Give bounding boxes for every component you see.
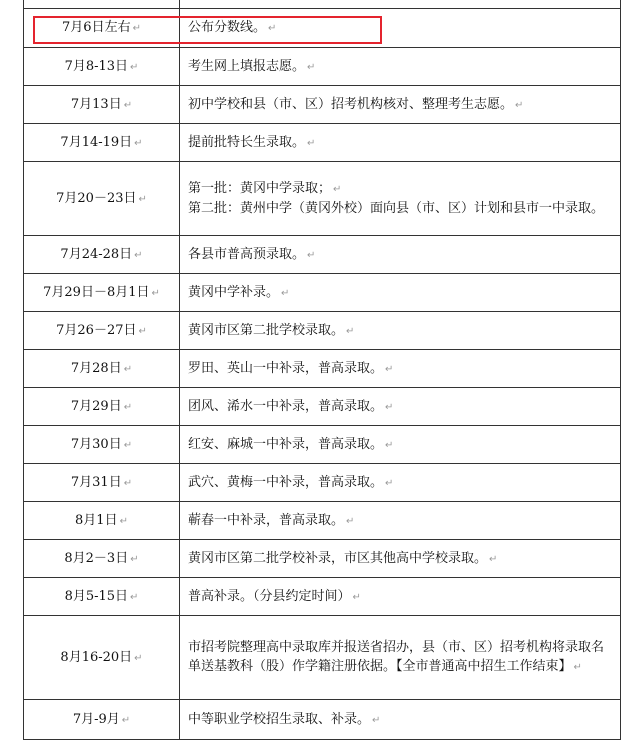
date-text: 7月31日 <box>70 474 122 490</box>
table-row <box>24 48 621 86</box>
date-text: 7月20－23日 <box>56 190 137 206</box>
date-cell <box>24 162 180 236</box>
table-row <box>24 388 621 426</box>
description-cell <box>180 388 621 426</box>
paragraph-mark-icon: ↵ <box>385 477 394 489</box>
date-text: 7月24-28日 <box>60 246 133 262</box>
description-line: 普高补录。（分县约定时间） <box>188 588 351 604</box>
description-line-text: 第二批：黄州中学（黄冈外校）面向县（市、区）计划和县市一中录取。 <box>188 201 605 216</box>
description-cell <box>180 464 621 502</box>
description-line: 中等职业学校招生录取、补录。 <box>188 711 371 727</box>
paragraph-mark-icon: ↵ <box>123 99 133 111</box>
table-row <box>24 502 621 540</box>
paragraph-mark-icon: ↵ <box>385 363 394 375</box>
date-text: 7月29日 <box>70 398 122 414</box>
description-cell <box>180 0 621 9</box>
description-cell <box>180 426 621 464</box>
date-cell <box>24 312 180 350</box>
date-text: 7月6日左右 <box>62 20 131 35</box>
date-cell <box>24 350 180 388</box>
paragraph-mark-icon: ↵ <box>130 553 139 565</box>
paragraph-mark-icon: ↵ <box>268 23 277 34</box>
description-line: 市招考院整理高中录取库并报送省招办，县（市、区）招考机构将录取名单送基教科（股）作学籍注册依据。【全市普通高中招生工作结束】 <box>188 640 605 674</box>
paragraph-mark-icon: ↵ <box>352 591 361 603</box>
paragraph-mark-icon: ↵ <box>151 287 160 299</box>
description-cell <box>180 48 621 86</box>
description-cell <box>180 162 621 236</box>
paragraph-mark-icon: ↵ <box>123 439 133 451</box>
paragraph-mark-icon: ↵ <box>132 23 141 34</box>
date-cell <box>24 0 180 9</box>
paragraph-mark-icon: ↵ <box>138 193 147 205</box>
date-text: 8月5-15日 <box>64 588 129 604</box>
date-text: 7月28日 <box>70 360 122 376</box>
date-cell <box>24 388 180 426</box>
description-cell <box>180 236 621 274</box>
date-text: 8月1日 <box>75 512 118 528</box>
date-cell <box>24 48 180 86</box>
description-cell <box>180 700 621 740</box>
paragraph-mark-icon: ↵ <box>385 401 394 413</box>
date-text: 7月-9月 <box>72 711 120 727</box>
paragraph-mark-icon: ↵ <box>134 652 143 664</box>
date-cell <box>24 124 180 162</box>
description-line <box>188 179 616 199</box>
paragraph-mark-icon: ↵ <box>134 137 143 149</box>
date-cell <box>24 578 180 616</box>
paragraph-mark-icon: ↵ <box>346 515 355 527</box>
date-text: 7月8-13日 <box>64 58 129 74</box>
paragraph-mark-icon: ↵ <box>346 325 355 337</box>
date-cell <box>24 700 180 740</box>
description-cell <box>180 540 621 578</box>
date-text: 8月16-20日 <box>60 649 133 665</box>
table-row <box>24 274 621 312</box>
paragraph-mark-icon: ↵ <box>119 515 128 527</box>
paragraph-mark-icon: ↵ <box>130 591 139 603</box>
description-cell <box>180 312 621 350</box>
description-cell <box>180 350 621 388</box>
paragraph-mark-icon: ↵ <box>307 249 316 261</box>
description-line: 公布分数线。 <box>188 20 267 35</box>
description-line: 罗田、英山一中补录，普高录取。 <box>188 360 384 376</box>
description-cell <box>180 578 621 616</box>
description-line: 各县市普高预录取。 <box>188 246 306 262</box>
table-row <box>24 464 621 502</box>
paragraph-mark-icon: ↵ <box>307 61 316 73</box>
date-cell <box>24 616 180 700</box>
description-line: 黄冈市区第二批学校录取。 <box>188 322 345 338</box>
date-cell <box>24 236 180 274</box>
date-cell <box>24 426 180 464</box>
date-text: 7月26－27日 <box>56 322 137 338</box>
description-line: 黄冈市区第二批学校补录，市区其他高中学校录取。 <box>188 550 488 566</box>
paragraph-mark-icon: ↵ <box>385 439 394 451</box>
table-row <box>24 162 621 236</box>
date-cell <box>24 274 180 312</box>
table-row <box>24 86 621 124</box>
paragraph-mark-icon: ↵ <box>134 249 143 261</box>
description-cell <box>180 274 621 312</box>
paragraph-mark-icon: ↵ <box>123 477 133 489</box>
description-cell <box>180 616 621 700</box>
description-line: 红安、麻城一中补录，普高录取。 <box>188 436 384 452</box>
table-row <box>24 236 621 274</box>
date-text: 7月29日－8月1日 <box>43 284 150 300</box>
date-text: 7月30日 <box>70 436 122 452</box>
table-row <box>24 540 621 578</box>
date-text: 8月2－3日 <box>64 550 129 566</box>
table-row <box>24 616 621 700</box>
date-text: 7月14-19日 <box>60 134 133 150</box>
description-line: 蕲春一中补录，普高录取。 <box>188 512 345 528</box>
description-line-text: 第一批：黄冈中学录取； <box>188 181 332 196</box>
table-row <box>24 124 621 162</box>
paragraph-mark-icon: ↵ <box>573 662 582 673</box>
red-highlight-box <box>33 16 382 44</box>
table-row <box>24 700 621 740</box>
description-line: 初中学校和县（市、区）招考机构核对、整理考生志愿。 <box>188 96 514 112</box>
table-row <box>24 578 621 616</box>
description-cell <box>180 124 621 162</box>
schedule-table-body <box>24 0 621 740</box>
date-cell <box>24 540 180 578</box>
description-cell <box>180 86 621 124</box>
description-line: 考生网上填报志愿。 <box>188 58 306 74</box>
date-cell <box>24 464 180 502</box>
paragraph-mark-icon: ↵ <box>138 325 147 337</box>
paragraph-mark-icon: ↵ <box>121 714 131 726</box>
description-cell <box>180 502 621 540</box>
paragraph-mark-icon: ↵ <box>281 287 290 299</box>
date-text: 7月13日 <box>70 96 122 112</box>
date-cell <box>24 502 180 540</box>
table-row <box>24 312 621 350</box>
description-line <box>188 199 616 218</box>
table-row <box>24 0 621 9</box>
table-row <box>24 350 621 388</box>
paragraph-mark-icon: ↵ <box>307 137 316 149</box>
paragraph-mark-icon: ↵ <box>515 99 524 111</box>
description-line: 黄冈中学补录。 <box>188 284 280 300</box>
paragraph-mark-icon: ↵ <box>123 363 133 375</box>
paragraph-mark-icon: ↵ <box>489 553 498 565</box>
description-line: 提前批特长生录取。 <box>188 134 306 150</box>
paragraph-mark-icon: ↵ <box>333 184 342 195</box>
table-row <box>24 426 621 464</box>
description-line: 武穴、黄梅一中补录，普高录取。 <box>188 474 384 490</box>
paragraph-mark-icon: ↵ <box>372 714 381 726</box>
paragraph-mark-icon: ↵ <box>123 401 133 413</box>
paragraph-mark-icon: ↵ <box>130 61 139 73</box>
date-cell <box>24 86 180 124</box>
description-line: 团风、浠水一中补录，普高录取。 <box>188 398 384 414</box>
admission-schedule-table <box>23 0 621 740</box>
